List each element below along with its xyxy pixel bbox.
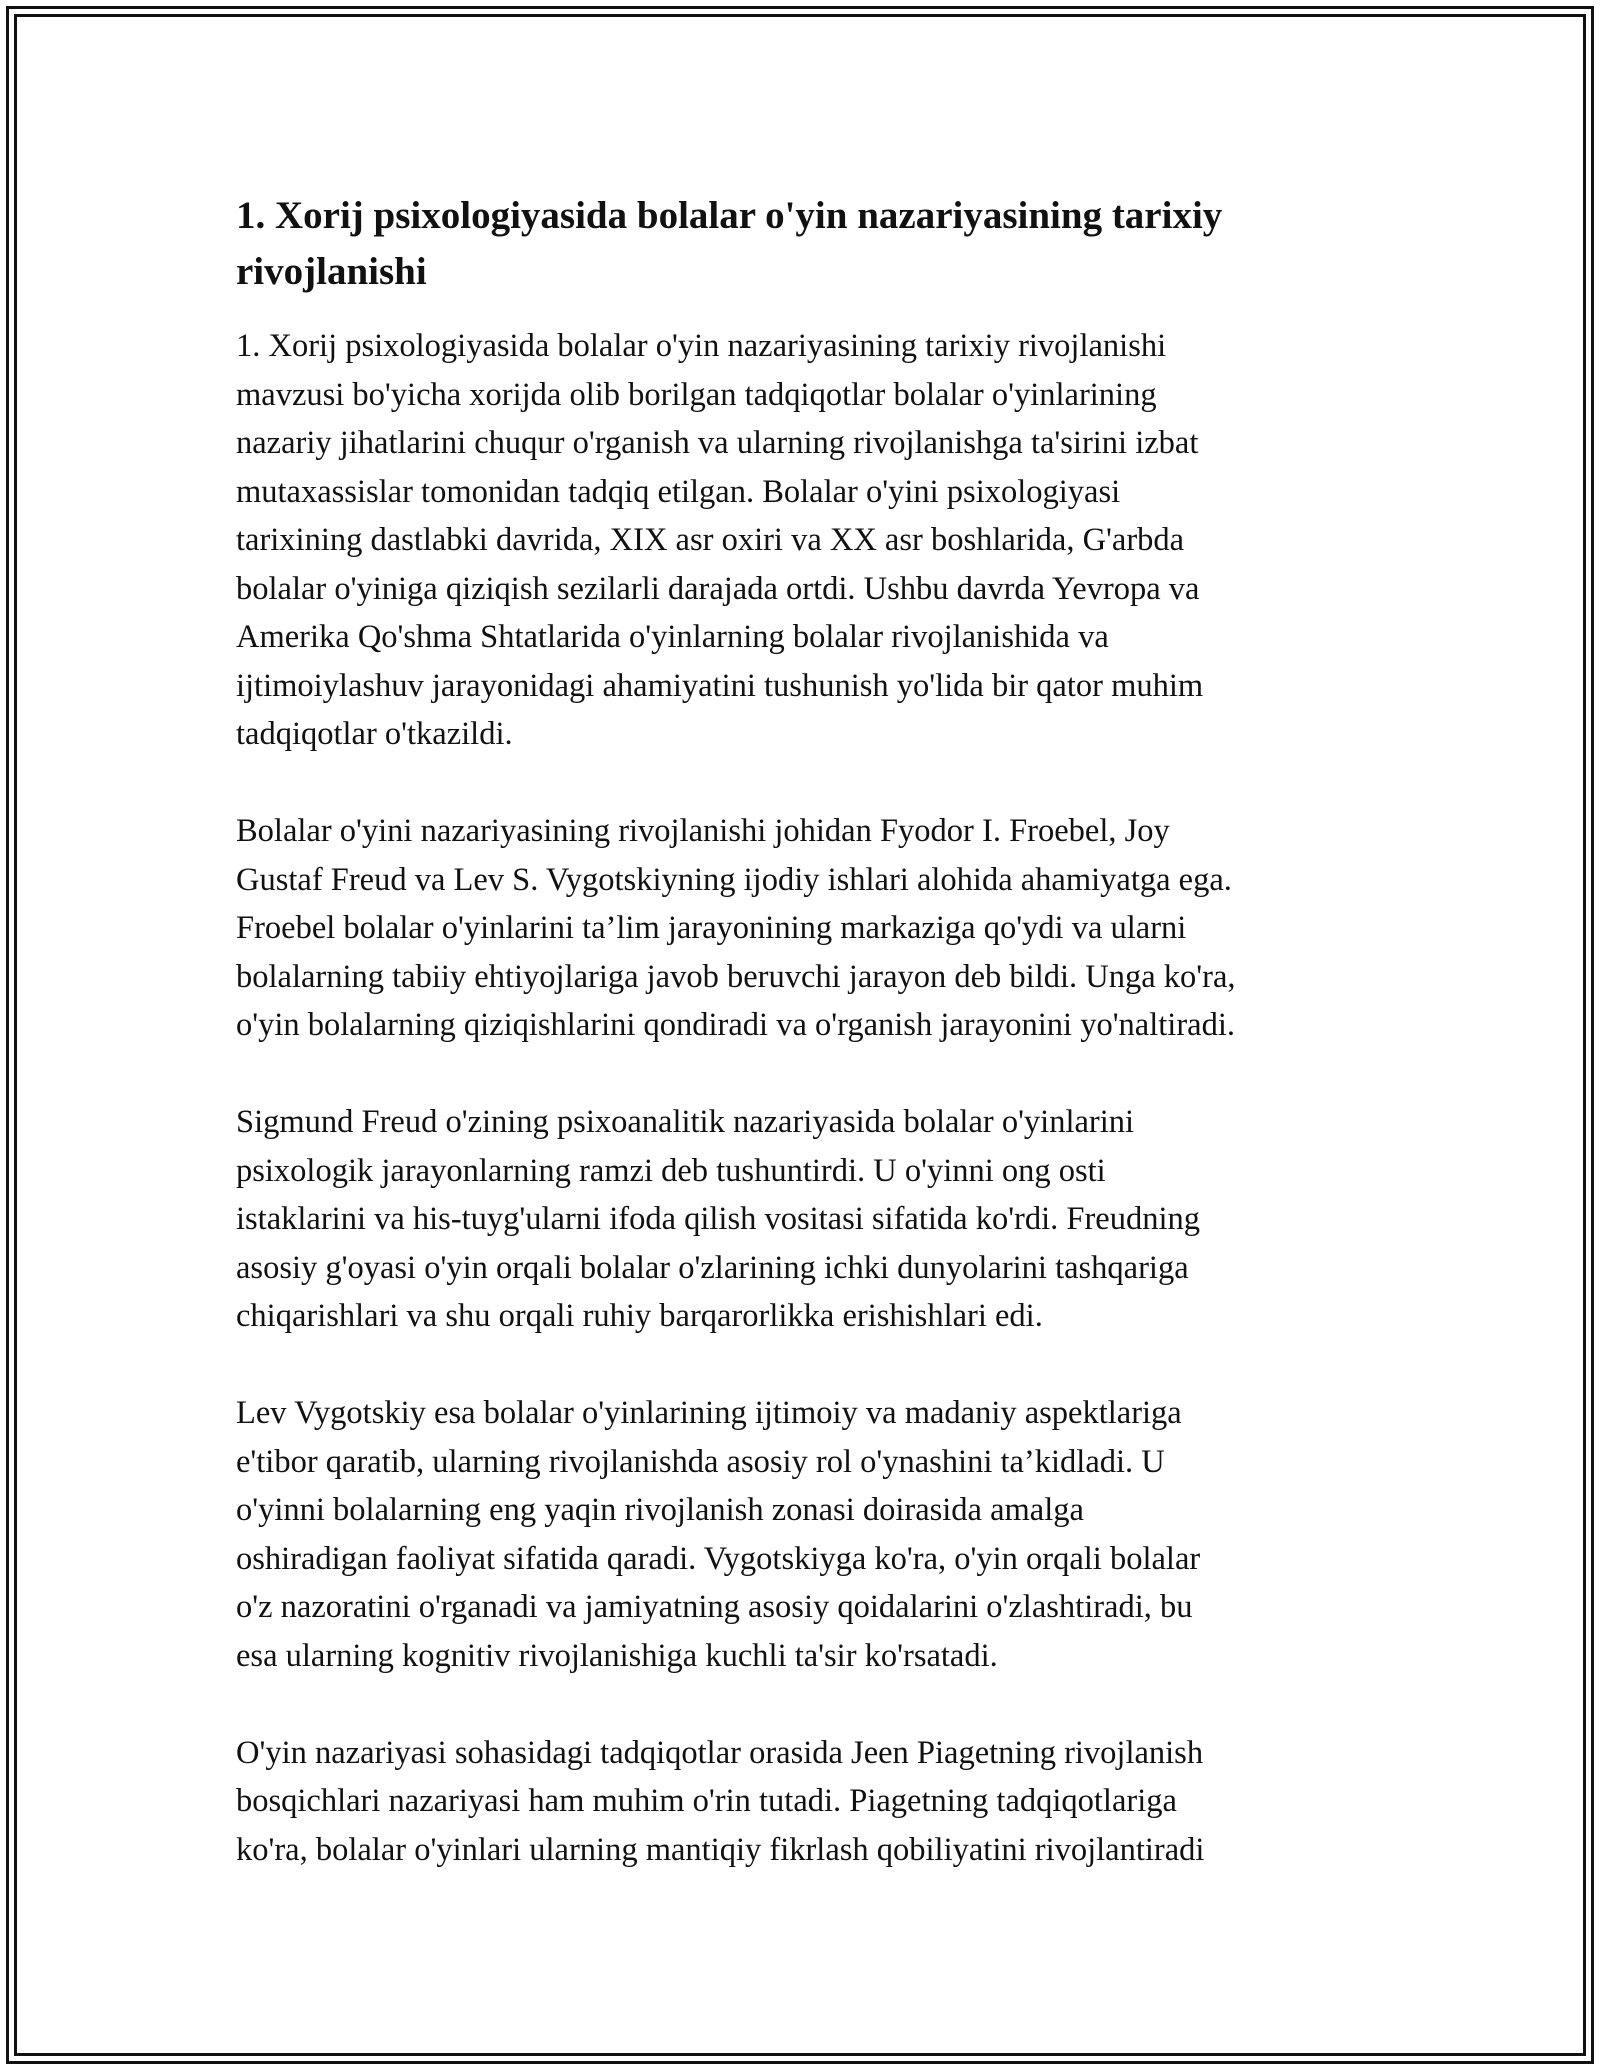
- paragraph-line: tarixining dastlabki davrida, XIX asr oxiri va XX asr boshlarida, G'arbda: [236, 522, 1185, 558]
- paragraph-2: [236, 807, 1376, 1050]
- paragraph-line: chiqarishlari va shu orqali ruhiy barqarorlikka erishishlari edi.: [236, 1298, 1043, 1334]
- paragraph-line: o'yin bolalarning qiziqishlarini qondiradi va o'rganish jarayonini yo'naltiradi.: [236, 1007, 1235, 1043]
- paragraph-line: Amerika Qo'shma Shtatlarida o'yinlarning bolalar rivojlanishida va: [236, 619, 1109, 655]
- paragraph-3: [236, 1098, 1376, 1341]
- paragraph-line: ko'ra, bolalar o'yinlari ularning mantiqiy fikrlash qobiliyatini rivojlantiradi: [236, 1831, 1205, 1868]
- paragraph-line: psixologik jarayonlarning ramzi deb tushuntirdi. U o'yinni ong osti: [236, 1152, 1106, 1189]
- paragraph-line: bolalarning tabiiy ehtiyojlariga javob beruvchi jarayon deb bildi. Unga ko'ra,: [236, 958, 1236, 995]
- paragraph-line: istaklarini va his-tuyg'ularni ifoda qilish vositasi sifatida ko'rdi. Freudning: [236, 1201, 1201, 1237]
- title-line: rivojlanishi: [236, 250, 427, 293]
- paragraph-line: o'yinni bolalarning eng yaqin rivojlanish zonasi doirasida amalga: [236, 1492, 1084, 1528]
- paragraph-line: nazariy jihatlarini chuqur o'rganish va ularning rivojlanishga ta'sirini izbat: [236, 425, 1199, 461]
- paragraph-line: asosiy g'oyasi o'yin orqali bolalar o'zlarining ichki dunyolarini tashqariga: [236, 1249, 1189, 1286]
- paragraph-line: Froebel bolalar o'yinlarini ta’lim jarayonining markaziga qo'ydi va ularni: [236, 910, 1187, 946]
- paragraph-4: [236, 1389, 1376, 1680]
- document-body: [236, 188, 1376, 1874]
- title-line: 1. Xorij psixologiyasida bolalar o'yin nazariyasining tarixiy: [236, 194, 1223, 237]
- paragraph-line: esa ularning kognitiv rivojlanishiga kuchli ta'sir ko'rsatadi.: [236, 1637, 998, 1674]
- paragraph-line: mavzusi bo'yicha xorijda olib borilgan tadqiqotlar bolalar o'yinlarining: [236, 376, 1157, 413]
- paragraph-line: 1. Xorij psixologiyasida bolalar o'yin nazariyasining tarixiy rivojlanishi: [236, 328, 1167, 364]
- paragraph-line: O'yin nazariyasi sohasidagi tadqiqotlar orasida Jeen Piagetning rivojlanish: [236, 1734, 1204, 1771]
- paragraph-line: Gustaf Freud va Lev S. Vygotskiyning ijodiy ishlari alohida ahamiyatga ega.: [236, 861, 1232, 898]
- paragraph-line: tadqiqotlar o'tkazildi.: [236, 716, 513, 752]
- paragraph-line: mutaxassislar tomonidan tadqiq etilgan. Bolalar o'yini psixologiyasi: [236, 473, 1121, 510]
- paragraph-line: oshiradigan faoliyat sifatida qaradi. Vygotskiyga ko'ra, o'yin orqali bolalar: [236, 1540, 1201, 1577]
- paragraph-line: e'tibor qaratib, ularning rivojlanishda asosiy rol o'ynashini ta’kidladi. U: [236, 1443, 1165, 1480]
- paragraph-1: [236, 322, 1376, 759]
- paragraph-line: bosqichlari nazariyasi ham muhim o'rin tutadi. Piagetning tadqiqotlariga: [236, 1783, 1177, 1819]
- paragraph-line: Bolalar o'yini nazariyasining rivojlanishi johidan Fyodor I. Froebel, Joy: [236, 813, 1170, 849]
- paragraph-line: ijtimoiylashuv jarayonidagi ahamiyatini tushunish yo'lida bir qator muhim: [236, 667, 1204, 704]
- paragraph-line: Sigmund Freud o'zining psixoanalitik nazariyasida bolalar o'yinlarini: [236, 1104, 1135, 1140]
- paragraph-line: Lev Vygotskiy esa bolalar o'yinlarining ijtimoiy va madaniy aspektlariga: [236, 1395, 1182, 1431]
- document-title: [236, 188, 1376, 300]
- paragraph-line: o'z nazoratini o'rganadi va jamiyatning asosiy qoidalarini o'zlashtiradi, bu: [236, 1589, 1193, 1625]
- paragraph-line: bolalar o'yiniga qiziqish sezilarli darajada ortdi. Ushbu davrda Yevropa va: [236, 570, 1200, 607]
- paragraph-5: [236, 1729, 1376, 1875]
